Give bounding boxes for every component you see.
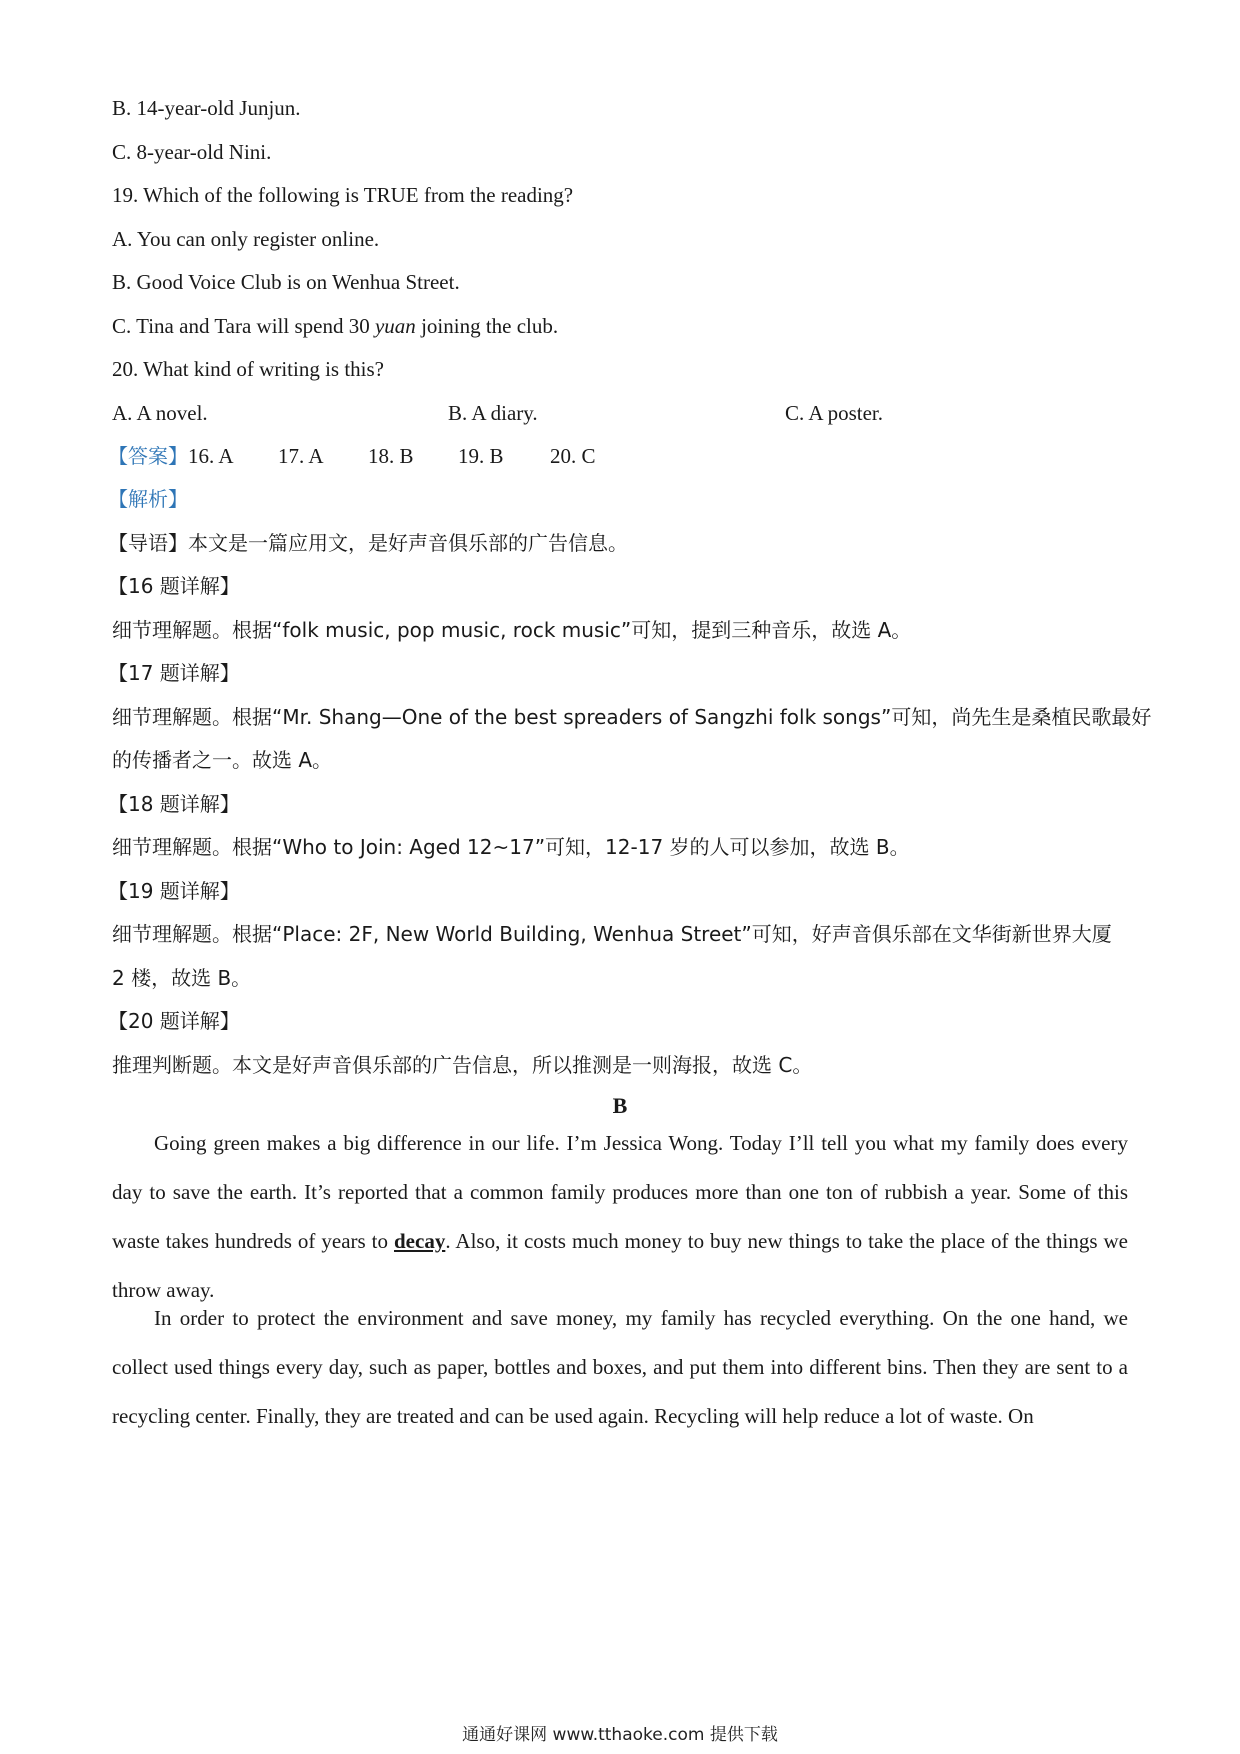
- paragraph-1-pre: Going green makes a big difference in our life. I’m Jessica Wong. Today I’ll tell you what my family does every day to save the earth. It’s reported that a common family produces more than one ton of rubbish a year. Some of this waste takes hundreds of years to: [112, 1131, 1128, 1253]
- q19-option-a: A. You can only register online.: [112, 227, 380, 251]
- q18-detail-body: 细节理解题。根据“Who to Join: Aged 12~17”可知，12-17 岁的人可以参加，故选 B。: [112, 835, 910, 859]
- answer-item: 17. A: [278, 444, 324, 468]
- q17-detail-heading: 【17 题详解】: [108, 661, 240, 685]
- q19-detail-body-1: 细节理解题。根据“Place: 2F, New World Building, Wenhua Street”可知，好声音俱乐部在文华街新世界大厦: [112, 922, 1112, 946]
- analysis-intro: 【导语】本文是一篇应用文，是好声音俱乐部的广告信息。: [108, 531, 628, 555]
- section-b-title: B: [612, 1093, 628, 1118]
- analysis-label: 【解析】: [108, 487, 188, 511]
- q16-detail-body: 细节理解题。根据“folk music, pop music, rock music”可知，提到三种音乐，故选 A。: [112, 618, 912, 642]
- q20-option-c: C. A poster.: [785, 401, 884, 425]
- q19-detail-body-2: 2 楼，故选 B。: [112, 966, 252, 990]
- answer-item: 19. B: [458, 444, 504, 468]
- q18-option-c: C. 8-year-old Nini.: [112, 140, 272, 164]
- q20-detail-heading: 【20 题详解】: [108, 1009, 240, 1033]
- answer-line: [108, 442, 596, 470]
- q20-option-b: B. A diary.: [448, 401, 538, 425]
- q19-detail-heading: 【19 题详解】: [108, 879, 240, 903]
- q19-stem: 19. Which of the following is TRUE from the reading?: [112, 183, 574, 207]
- paragraph-1-keyword: decay: [394, 1229, 446, 1253]
- q19-option-c-italic: yuan: [374, 314, 416, 338]
- answer-label: 【答案】: [108, 444, 188, 468]
- answer-item: 18. B: [368, 444, 414, 468]
- q18-detail-heading: 【18 题详解】: [108, 792, 240, 816]
- q20-stem: 20. What kind of writing is this?: [112, 357, 385, 381]
- q19-option-c-pre: C. Tina and Tara will spend 30: [112, 314, 375, 338]
- answer-item: 20. C: [550, 444, 596, 468]
- q20-detail-body: 推理判断题。本文是好声音俱乐部的广告信息，所以推测是一则海报，故选 C。: [112, 1053, 813, 1077]
- passage-paragraph-2: In order to protect the environment and save money, my family has recycled everything. On the one hand, we collect used things every day, such as paper, bottles and boxes, and put them into different bins. Then they are sent to a recycling center. Finally, they are treated and can be used again. Recycling will help reduce a lot of waste. On: [112, 1306, 1128, 1428]
- q17-detail-body-1: 细节理解题。根据“Mr. Shang—One of the best spreaders of Sangzhi folk songs”可知，尚先生是桑植民歌最好: [112, 705, 1152, 729]
- passage-paragraph-1: [112, 1119, 1128, 1315]
- q18-option-b: B. 14-year-old Junjun.: [112, 96, 301, 120]
- q20-option-a: A. A novel.: [112, 401, 208, 425]
- paragraph-1-post: . Also, it costs much money to buy new things to take the place of the things we throw away.: [112, 1229, 1128, 1302]
- q16-detail-heading: 【16 题详解】: [108, 574, 240, 598]
- q17-detail-body-2: 的传播者之一。故选 A。: [112, 748, 333, 772]
- page-footer: 通通好课网 www.tthaoke.com 提供下载: [462, 1725, 778, 1745]
- answer-item: 16. A: [188, 444, 234, 468]
- q19-option-c-post: joining the club.: [415, 314, 559, 338]
- q19-option-c: [112, 312, 558, 340]
- q19-option-b: B. Good Voice Club is on Wenhua Street.: [112, 270, 460, 294]
